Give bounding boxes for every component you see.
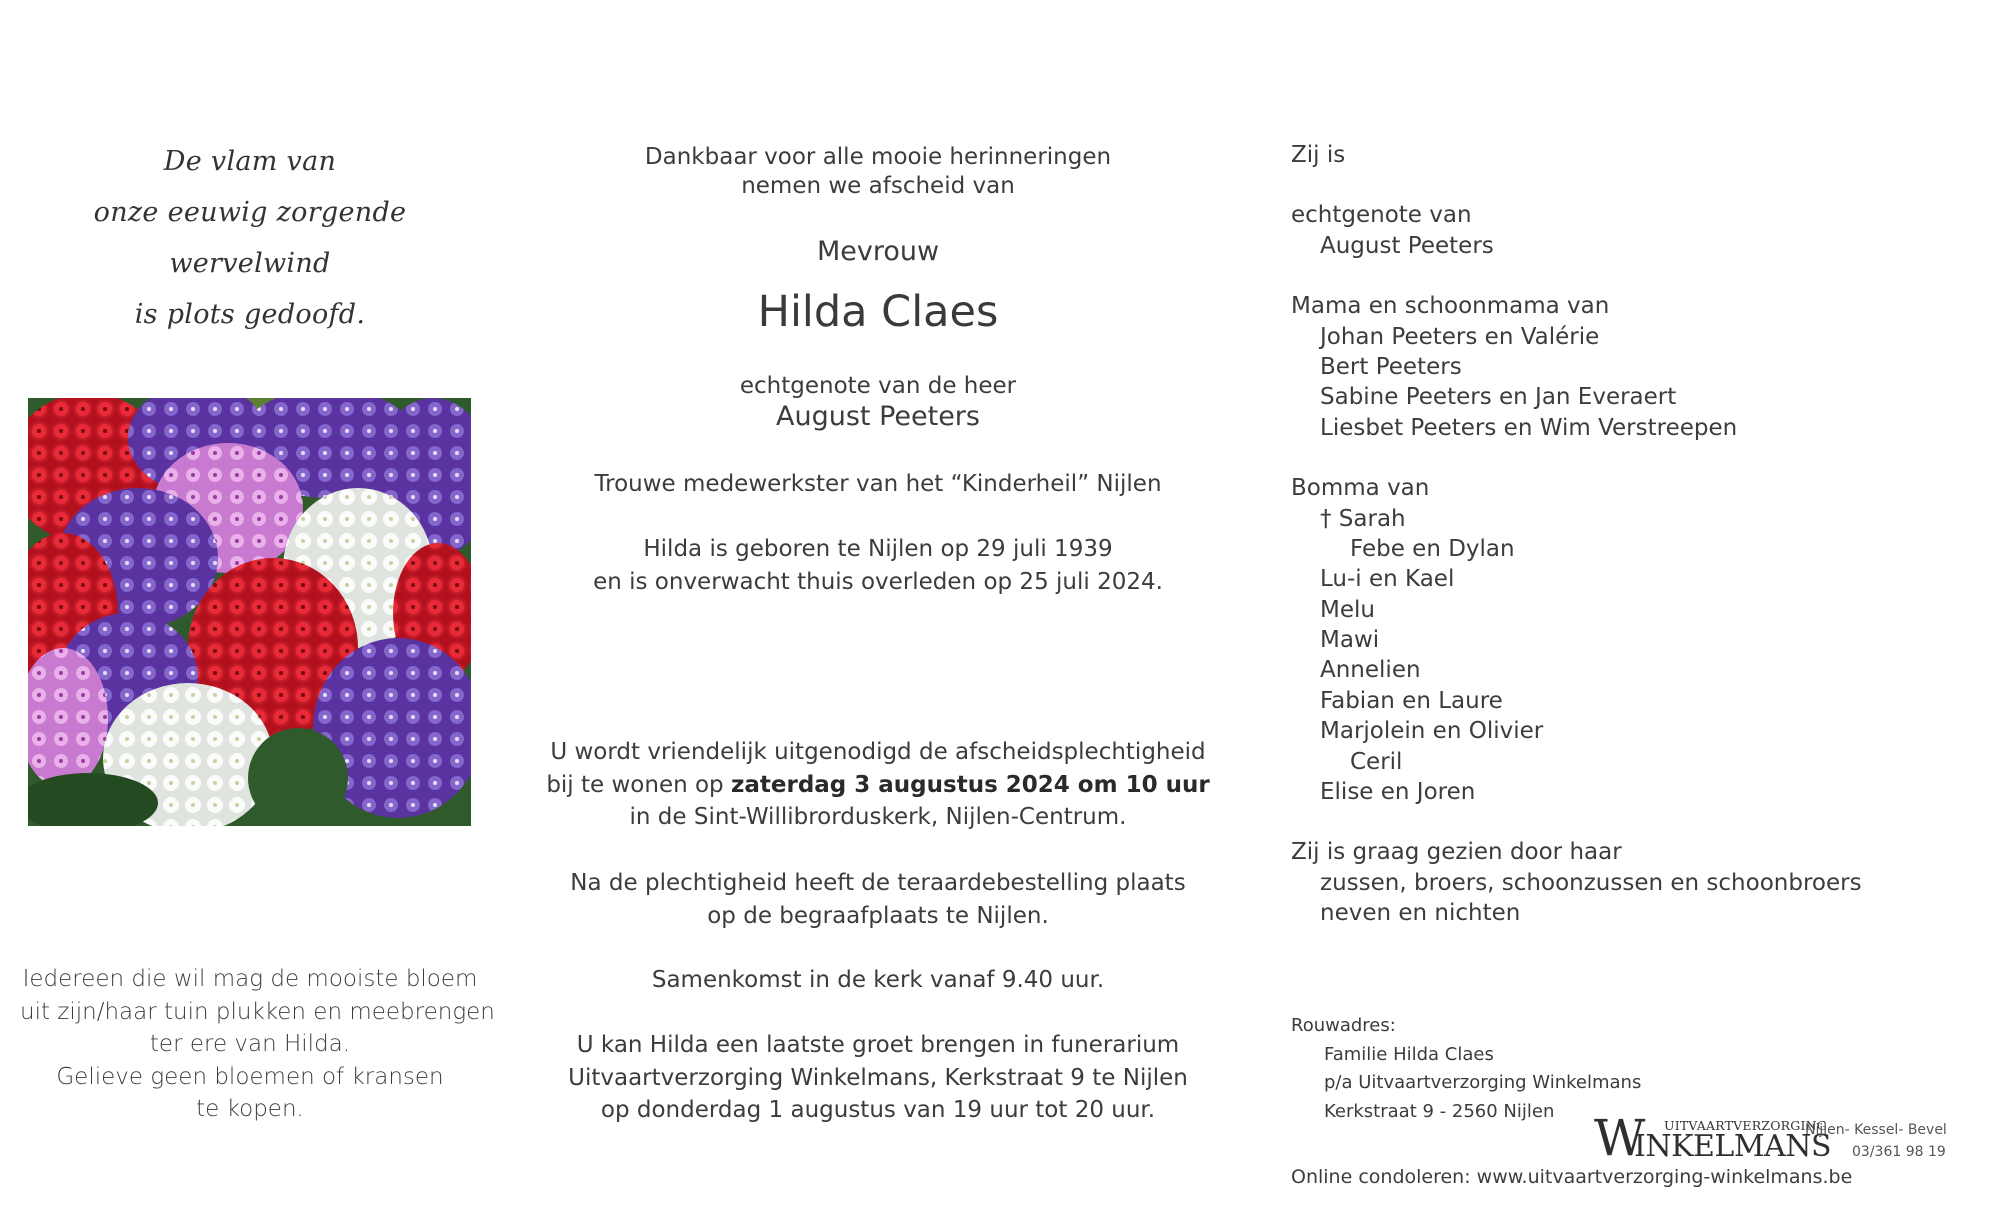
address-line: Familie Hilda Claes (1324, 1043, 1494, 1065)
others-item: neven en nichten (1320, 900, 1521, 927)
poem-line: wervelwind (169, 248, 331, 279)
poem (60, 136, 440, 340)
address-line: Kerkstraat 9 - 2560 Nijlen (1324, 1100, 1555, 1122)
zij-is: Zij is (1291, 142, 1346, 168)
poem-line: onze eeuwig zorgende (93, 197, 407, 228)
deceased-name: Hilda Claes (757, 287, 999, 337)
grandchild-item: Fabian en Laure (1320, 687, 1503, 714)
grandchild-item: † Sarah (1320, 505, 1406, 532)
great-grandchild-item: Febe en Dylan (1350, 535, 1515, 562)
note-line: uit zijn/haar tuin plukken en meebrengen (20, 998, 495, 1025)
online-condolence: Online condoleren: www.uitvaartverzorging-winkelmans.be (1291, 1166, 1853, 1188)
poem-line: De vlam van (163, 146, 337, 177)
spouse-label: echtgenote van (1291, 202, 1472, 229)
burial-line: Na de plechtigheid heeft de teraardebestelling plaats (570, 870, 1186, 896)
grandchildren-label: Bomma van (1291, 475, 1430, 502)
intro (528, 143, 1228, 201)
note-line: te kopen. (196, 1096, 304, 1122)
invite-line: in de Sint-Willibrorduskerk, Nijlen-Centrum. (629, 804, 1127, 830)
gathering-line: Samenkomst in de kerk vanaf 9.40 uur. (651, 967, 1105, 993)
salutation: Mevrouw (816, 236, 940, 267)
invite-pre: bij te wonen op (546, 771, 731, 798)
invite-line: U wordt vriendelijk uitgenodigd de afscheidsplechtigheid (550, 739, 1206, 765)
grandchild-item: Mawi (1320, 627, 1380, 654)
great-grandchild-item: Ceril (1350, 748, 1403, 775)
grandchild-item: Elise en Joren (1320, 779, 1476, 806)
note-line: Gelieve geen bloemen of kransen (56, 1063, 444, 1090)
child-item: Sabine Peeters en Jan Everaert (1320, 384, 1677, 411)
visit-line: Uitvaartverzorging Winkelmans, Kerkstraat 9 te Nijlen (568, 1064, 1188, 1091)
logo-name: INKELMANS (1634, 1129, 1832, 1164)
logo-tagline: UITVAARTVERZORGING (1664, 1118, 1827, 1133)
died-line: en is onverwacht thuis overleden op 25 juli 2024. (593, 568, 1163, 595)
grandchild-item: Lu-i en Kael (1320, 566, 1455, 593)
intro-line: Dankbaar voor alle mooie herinneringen (644, 144, 1112, 170)
poem-line: is plots gedoofd. (134, 299, 366, 330)
intro-line: nemen we afscheid van (741, 173, 1015, 199)
address-line: p/a Uitvaartverzorging Winkelmans (1324, 1072, 1642, 1093)
born-line: Hilda is geboren te Nijlen op 29 juli 1939 (643, 536, 1113, 562)
gathering (528, 964, 1228, 997)
invitation (528, 736, 1228, 834)
note-line: Iedereen die wil mag de mooiste bloem (22, 966, 478, 992)
address-label: Rouwadres: (1291, 1015, 1396, 1036)
work-line: Trouwe medewerkster van het “Kinderheil” Nijlen (594, 471, 1162, 497)
visitation (528, 1029, 1228, 1127)
logo-phone: 03/361 98 19 (1852, 1144, 1946, 1160)
burial-line: op de begraafplaats te Nijlen. (707, 902, 1049, 929)
child-item: Liesbet Peeters en Wim Verstreepen (1320, 414, 1738, 441)
life-dates (528, 533, 1228, 598)
logo-locations: Nijlen- Kessel- Bevel (1805, 1122, 1947, 1138)
visit-line: op donderdag 1 augustus van 19 uur tot 20 uur. (600, 1097, 1156, 1123)
ceremony-datetime: zaterdag 3 augustus 2024 om 10 uur (730, 771, 1210, 798)
note-line: ter ere van Hilda. (149, 1031, 351, 1057)
flowers-note (20, 963, 495, 1126)
grandchild-item: Melu (1320, 596, 1375, 623)
child-item: Johan Peeters en Valérie (1320, 323, 1600, 350)
burial (528, 867, 1228, 932)
others-label: Zij is graag gezien door haar (1291, 839, 1622, 866)
grandchild-item: Annelien (1320, 657, 1421, 684)
invite-line (528, 769, 1228, 802)
spouse-intro: echtgenote van de heer (739, 373, 1017, 399)
visit-line: U kan Hilda een laatste groet brengen in funerarium (576, 1032, 1180, 1058)
spouse-name: August Peeters (776, 401, 980, 432)
family-list (1291, 140, 1971, 929)
others-item: zussen, broers, schoonzussen en schoonbroers (1320, 869, 1862, 896)
children-label: Mama en schoonmama van (1291, 293, 1610, 320)
flower-photo (28, 398, 471, 826)
child-item: Bert Peeters (1320, 353, 1462, 380)
grandchild-item: Marjolein en Olivier (1320, 718, 1544, 745)
logo-initial: W (1594, 1109, 1646, 1167)
spouse-item: August Peeters (1320, 232, 1494, 259)
